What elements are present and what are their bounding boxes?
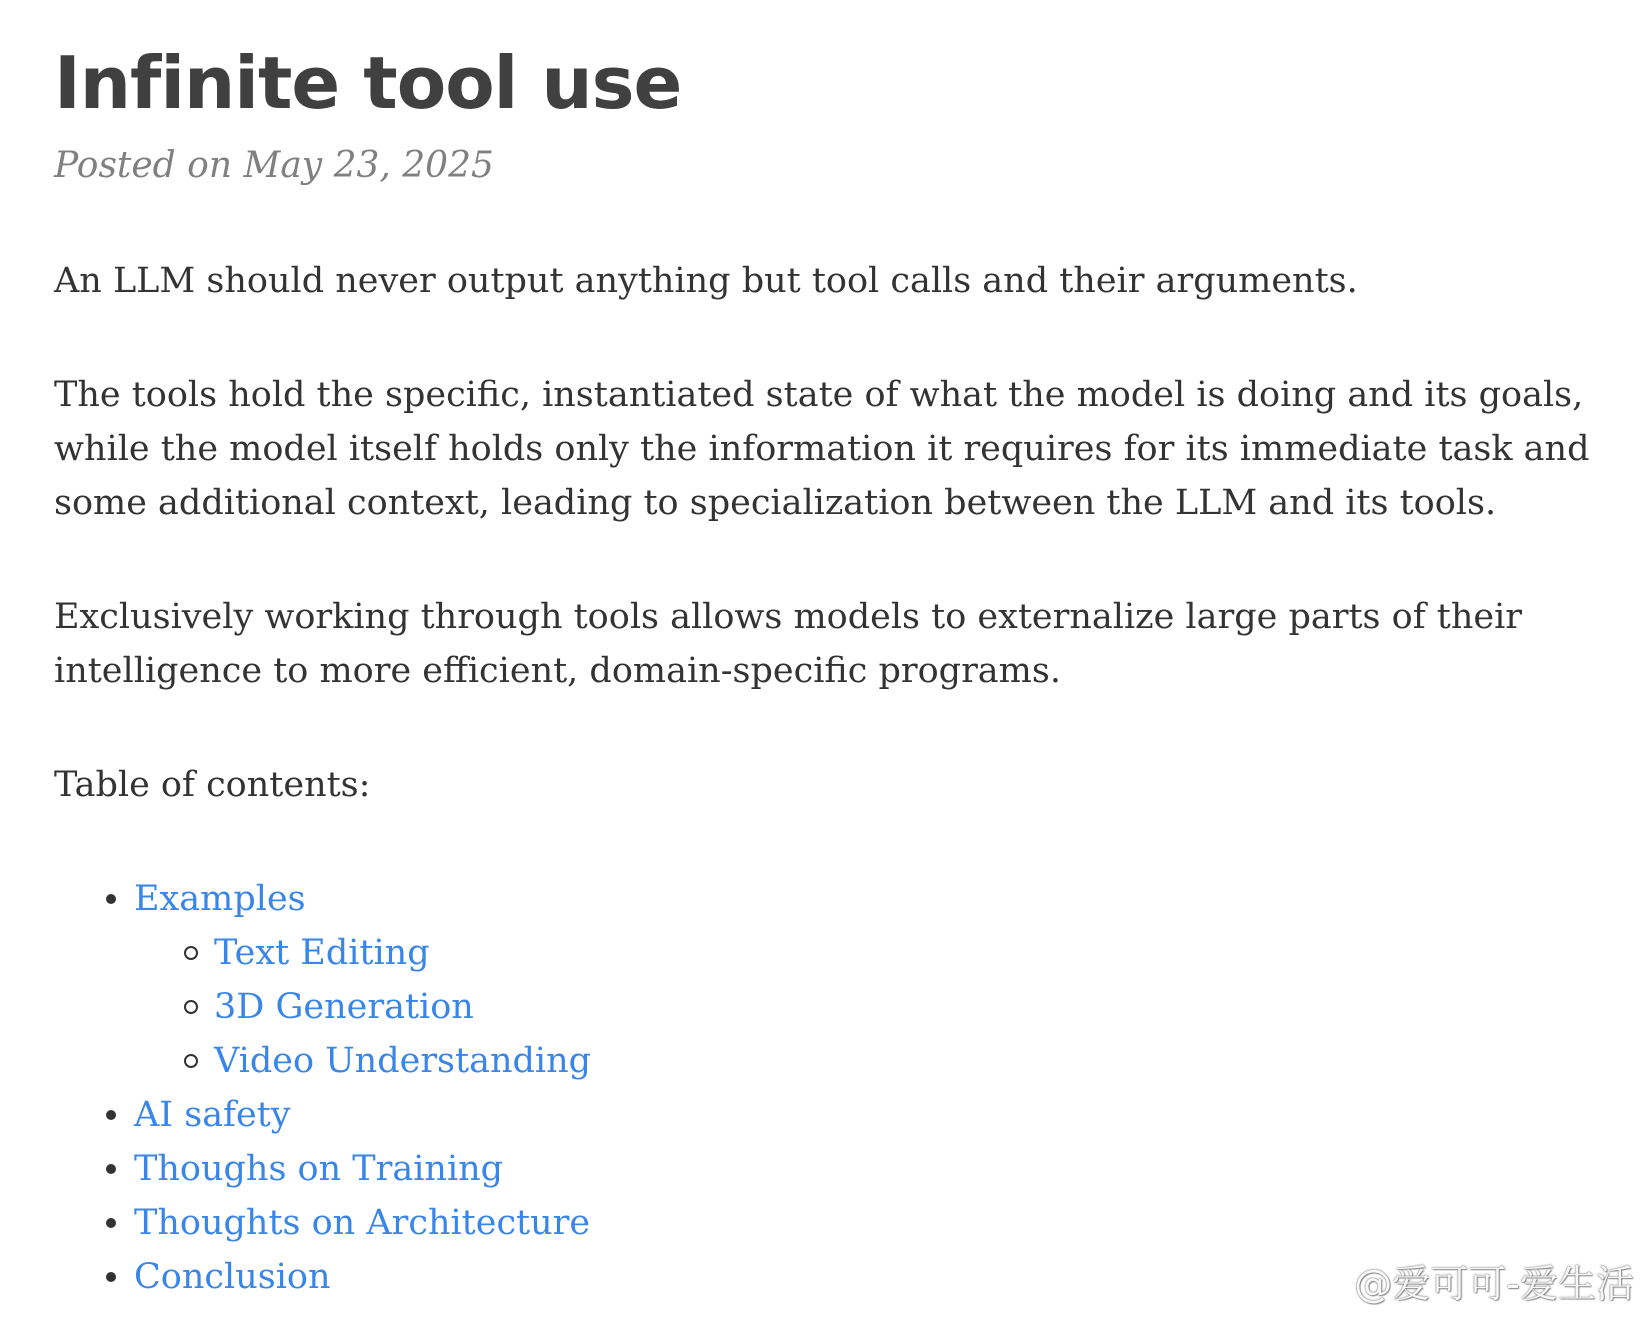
toc-sublist-examples (134, 926, 1614, 1088)
toc-item-ai-safety (134, 1088, 1614, 1142)
post-date: Posted on May 23, 2025 (54, 145, 494, 186)
toc-link-video-understanding[interactable]: Video Understanding (214, 1041, 592, 1081)
toc-item-training (134, 1142, 1614, 1196)
post-container (54, 40, 1614, 1304)
toc-link-training[interactable]: Thoughs on Training (134, 1149, 504, 1189)
paragraph-tools-state: The tools hold the specific, instantiated state of what the model is doing and its goals, while the model itself holds only the information it requires for its immediate task and some additional context, leading to specialization between the LLM and its tools. (54, 375, 1590, 523)
toc-item-examples (134, 872, 1614, 1088)
toc-heading: Table of contents: (54, 765, 371, 805)
weibo-icon (1292, 1258, 1348, 1304)
toc-item-3d-generation (214, 980, 1614, 1034)
toc-link-3d-generation[interactable]: 3D Generation (214, 987, 474, 1027)
watermark-text: @爱可可-爱生活 (1354, 1262, 1634, 1306)
toc-link-text-editing[interactable]: Text Editing (214, 933, 430, 973)
toc-link-ai-safety[interactable]: AI safety (134, 1095, 291, 1135)
table-of-contents (54, 872, 1614, 1304)
paragraph-intro: An LLM should never output anything but tool calls and their arguments. (54, 261, 1358, 301)
toc-link-architecture[interactable]: Thoughts on Architecture (134, 1203, 591, 1243)
toc-item-video-understanding (214, 1034, 1614, 1088)
post-title: Infinite tool use (54, 41, 682, 125)
toc-item-architecture (134, 1196, 1614, 1250)
toc-link-examples[interactable]: Examples (134, 879, 306, 919)
paragraph-externalize: Exclusively working through tools allows models to externalize large parts of their intelligence to more efficient, domain-specific programs. (54, 597, 1523, 691)
toc-link-conclusion[interactable]: Conclusion (134, 1257, 331, 1297)
toc-item-text-editing (214, 926, 1614, 980)
watermark (1292, 1253, 1634, 1308)
